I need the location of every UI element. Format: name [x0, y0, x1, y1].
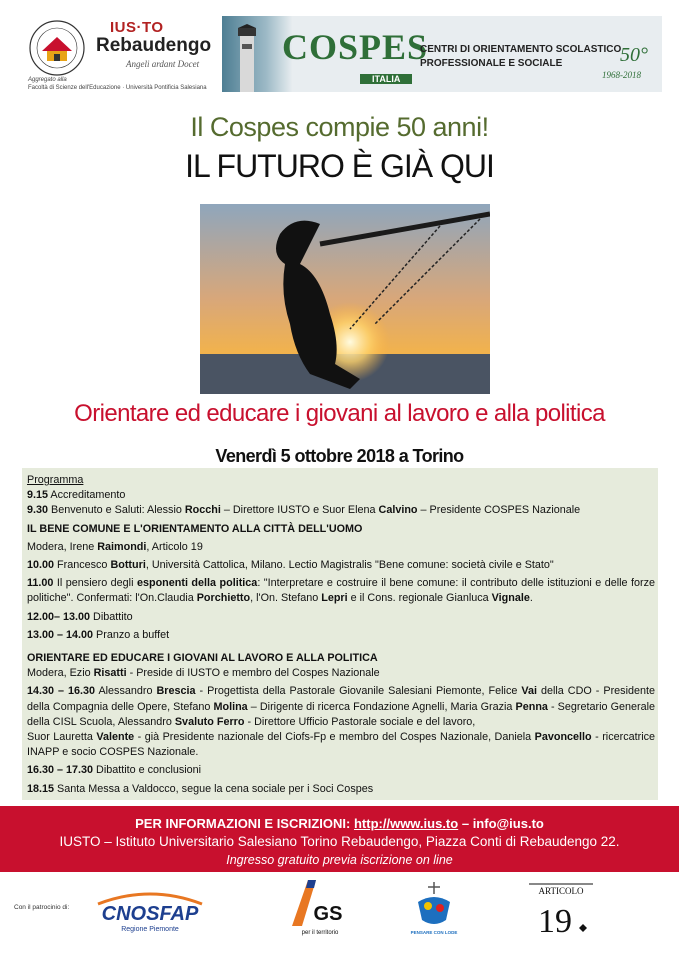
programme-item: 9.30 Benvenuto e Saluti: Alessio Rocchi – Direttore IUSTO e Suor Elena Calvino – Presidente COSPES Nazionale — [27, 504, 581, 517]
programme-item: Suor Lauretta Valente - già Presidente nazionale del Ciofs-Fp e membro del Cospes Nazionale, Daniela Pavoncello - ricercatrice INAPP e socio COSPES Nazionale. — [27, 731, 655, 759]
articolo19-logo — [527, 880, 595, 940]
cnosfap-region: Regione Piemonte — [121, 926, 179, 933]
info-band — [0, 806, 679, 872]
event-date: Venerdì 5 ottobre 2018 a Torino — [215, 446, 464, 466]
info-note: Ingresso gratuito previa iscrizione on line — [226, 853, 453, 867]
programme-item: 9.15 Accreditamento — [27, 489, 126, 502]
programme-item: 18.15 Santa Messa a Valdocco, segue la cena sociale per i Soci Cospes — [27, 782, 374, 795]
ius-affiliation-label: Aggregato alla — [28, 77, 67, 83]
cospes-description-line2: PROFESSIONALE E SOCIALE — [420, 58, 563, 69]
pensare-con-lode-logo — [410, 880, 458, 942]
cnosfap-logo — [90, 890, 210, 934]
ius-name-top: IUS·TO — [110, 19, 164, 36]
email-link[interactable]: info@ius.to — [472, 816, 544, 831]
ius-logo — [22, 15, 222, 97]
cospes-banner — [222, 16, 662, 92]
programme-heading: Programma — [27, 474, 84, 486]
hero-photo — [200, 204, 490, 394]
ags-name: GS — [313, 903, 343, 925]
cospes-wordmark: COSPES — [282, 27, 429, 67]
main-headline: IL FUTURO È GIÀ QUI — [185, 148, 494, 184]
ius-affiliation: Facoltà di Scienze dell'Educazione · Università Pontificia Salesiana — [28, 85, 207, 91]
programme-item: 12.00– 13.00 Dibattito — [27, 610, 133, 623]
ius-name-main: Rebaudengo — [96, 35, 212, 56]
anniversary-years: 1968-2018 — [602, 70, 641, 80]
info-contacts: PER INFORMAZIONI E ISCRIZIONI: http://www.ius.to – info@ius.to — [135, 816, 544, 831]
cnosfap-name: CNOSFAP — [101, 903, 199, 925]
programme-box — [22, 468, 658, 800]
programme-item: 16.30 – 17.30 Dibattito e conclusioni — [27, 764, 202, 777]
event-subtitle: Orientare ed educare i giovani al lavoro e alla politica — [74, 400, 605, 427]
articolo-label: ARTICOLO — [538, 886, 584, 896]
patronage-label: Con il patrocinio di: — [14, 904, 70, 911]
pensare-label: PENSARE CON LODE — [410, 930, 458, 935]
lighthouse-icon — [232, 24, 262, 92]
website-link[interactable]: http://www.ius.to — [353, 816, 459, 831]
cospes-country: ITALIA — [360, 74, 412, 84]
main-title: Il Cospes compie 50 anni! — [190, 112, 489, 142]
ius-seal-icon — [28, 19, 86, 77]
session-title: IL BENE COMUNE E L'ORIENTAMENTO ALLA CITTÀ DELL'UOMO — [27, 522, 363, 535]
session-moderator: Modera, Irene Raimondi, Articolo 19 — [27, 540, 203, 553]
programme-item: 11.00 Il pensiero degli esponenti della politica: "Interpretare e costruire il bene comune: il contributo delle istituzioni e delle forze politiche". Confermati: l'On.Claudia Porchietto, l'On. Stefano Lepri e il Cons. regionale Gianluca Vignale. — [27, 577, 655, 605]
articolo-number: 19 — [538, 903, 572, 940]
cospes-description-line1: CENTRI DI ORIENTAMENTO SCOLASTICO — [420, 44, 622, 55]
session-moderator: Modera, Ezio Risatti - Preside di IUSTO e membro del Cospes Nazionale — [27, 667, 380, 680]
ags-subtitle: per il territorio — [301, 930, 339, 936]
session-title: ORIENTARE ED EDUCARE I GIOVANI AL LAVORO E ALLA POLITICA — [27, 652, 378, 665]
anniversary-badge: 50° — [620, 44, 648, 66]
ius-motto: Angeli ardant Docet — [126, 59, 200, 69]
programme-item: 10.00 Francesco Botturi, Università Cattolica, Milano. Lectio Magistralis "Bene comune: società civile e Stato" — [27, 559, 554, 572]
ags-logo — [288, 876, 350, 938]
programme-item: 14.30 – 16.30 Alessandro Brescia - Progettista della Pastorale Giovanile Salesiani Piemonte, Felice Vai della CDO - Presidente della Compagnia delle Opere, Stefano Molina – Dirigente di ricerca Fondazione Agnelli, Maria Grazia Penna - Segretario Generale della CISL Scuola, Alessandro Svaluto Ferro - Direttore Ufficio Pastorale sociale e del lavoro, — [27, 685, 655, 728]
info-address: IUSTO – Istituto Universitario Salesiano Torino Rebaudengo, Piazza Conti di Rebaudengo 22. — [59, 834, 620, 849]
programme-item: 13.00 – 14.00 Pranzo a buffet — [27, 628, 170, 641]
